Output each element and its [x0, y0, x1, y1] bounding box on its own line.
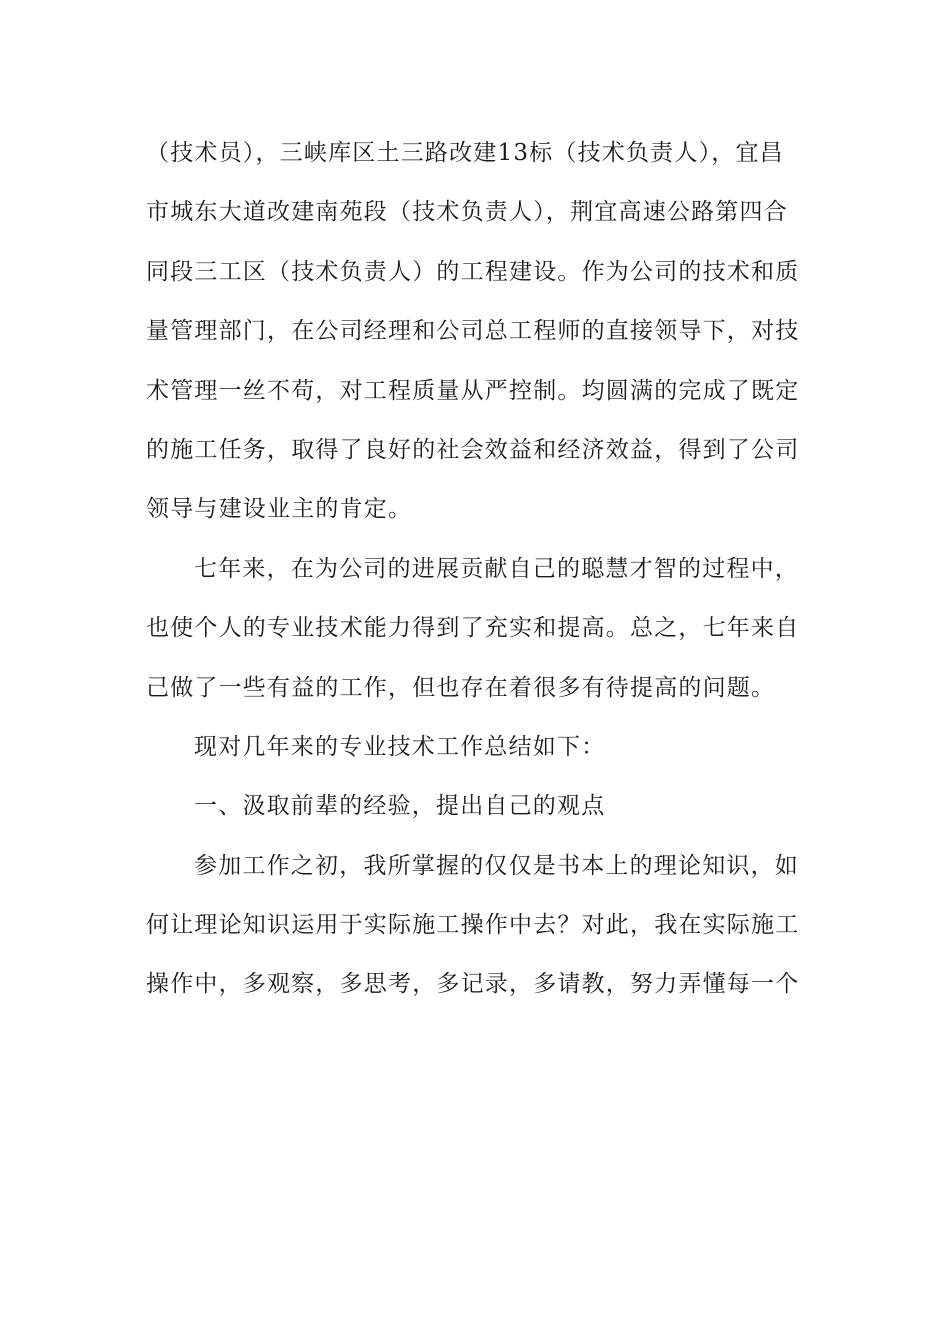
section-heading: 一、汲取前辈的经验，提出自己的观点	[194, 793, 606, 820]
text-line: 己做了一些有益的工作，但也存在着很多有待提高的问题。	[146, 674, 776, 701]
document-body	[146, 124, 808, 1015]
text-line: 何让理论知识运用于实际施工操作中去？对此，我在实际施工	[146, 912, 800, 939]
text-line: 操作中，多观察，多思考，多记录，多请教，努力弄懂每一个	[146, 971, 800, 998]
text-line: 术管理一丝不苟，对工程质量从严控制。均圆满的完成了既定	[146, 377, 800, 404]
text-line: 量管理部门，在公司经理和公司总工程师的直接领导下，对技	[146, 318, 800, 345]
text-line: （技术员），三峡库区土三路改建13标（技术负责人），宜昌	[146, 140, 784, 166]
paragraph-start-line: 参加工作之初，我所掌握的仅仅是书本上的理论知识，如	[194, 852, 799, 879]
text-line: 的施工任务，取得了良好的社会效益和经济效益，得到了公司	[146, 436, 800, 463]
text-line: 也使个人的专业技术能力得到了充实和提高。总之，七年来自	[146, 615, 800, 642]
text-line: 市城东大道改建南苑段（技术负责人），荆宜高速公路第四合	[146, 199, 788, 226]
text-line: 领导与建设业主的肯定。	[146, 496, 413, 523]
paragraph-start-line: 现对几年来的专业技术工作总结如下：	[194, 733, 606, 760]
paragraph-start-line: 七年来，在为公司的进展贡献自己的聪慧才智的过程中，	[194, 555, 799, 582]
text-line: 同段三工区（技术负责人）的工程建设。作为公司的技术和质	[146, 258, 800, 285]
